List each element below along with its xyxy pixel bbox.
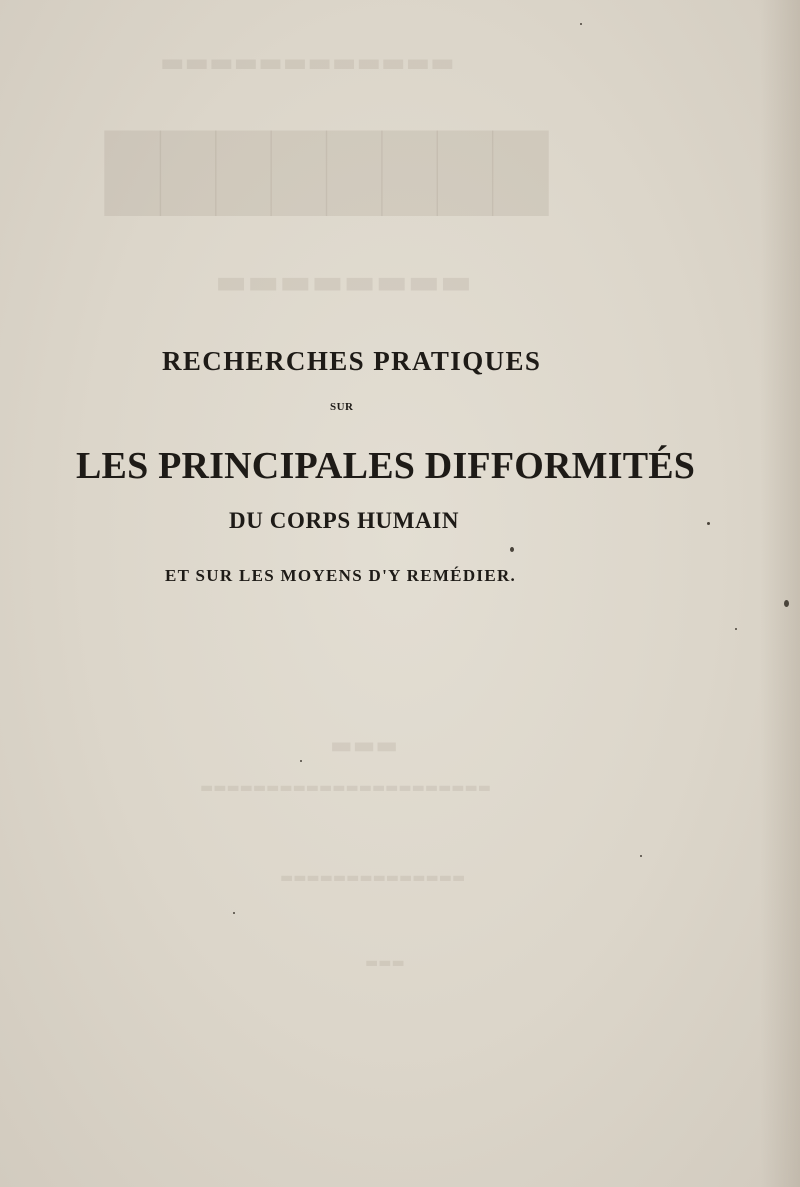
paper-speck [707,522,710,525]
page-edge-shadow [760,0,800,1187]
title-line-sur: SUR [330,401,354,413]
paper-speck [735,628,737,630]
paper-speck [233,912,235,914]
title-line-recherches: RECHERCHES PRATIQUES [162,346,542,376]
title-line-corps-humain: DU CORPS HUMAIN [229,508,460,533]
paper-speck [640,855,642,857]
paper-speck [300,760,302,762]
title-line-main: LES PRINCIPALES DIFFORMITÉS [76,445,696,487]
paper-speck [510,547,514,552]
show-through-text: ▬▬▬▬▬▬▬▬▬▬▬▬ ████████ ▬▬▬▬▬▬▬▬ ▬▬▬ ▬▬▬▬▬▬▬▬▬▬▬▬▬▬▬▬▬▬▬▬▬▬ ▬▬▬▬▬▬▬▬▬▬▬▬▬▬ ▬▬▬ [105,48,548,971]
paper-speck [580,23,582,25]
paper-speck [784,600,789,607]
title-line-moyens: ET SUR LES MOYENS D'Y REMÉDIER. [165,566,517,585]
